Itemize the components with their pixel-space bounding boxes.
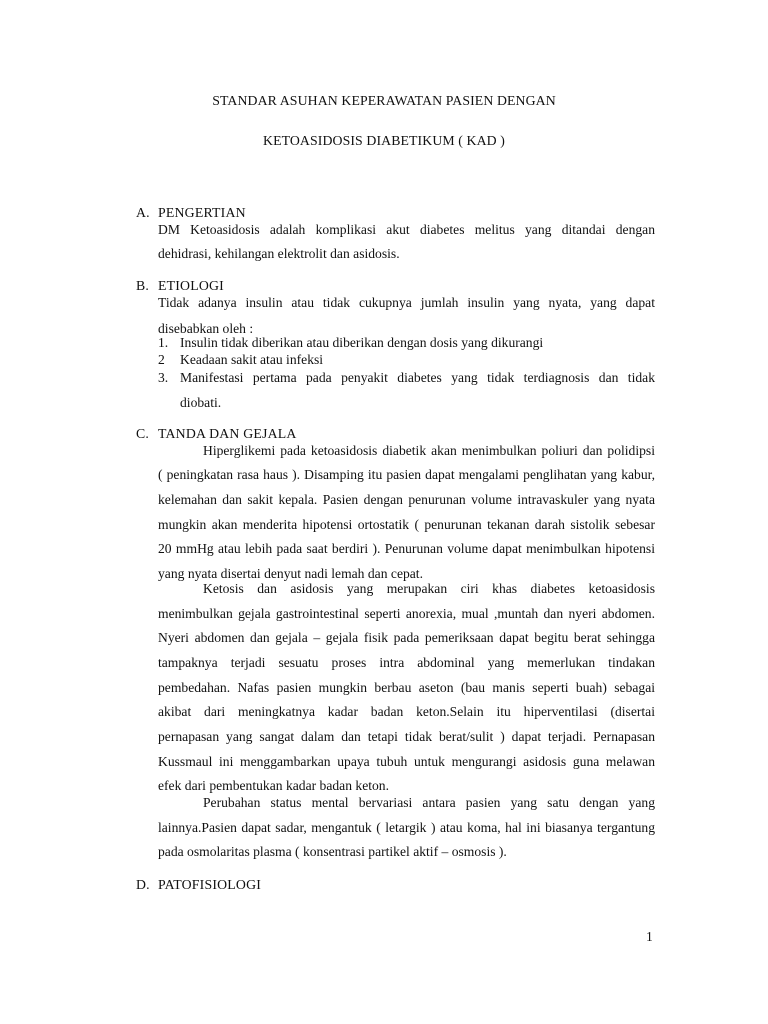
section-c-p2-line-9: efek dari pembentukan kadar badan keton. [158, 778, 389, 793]
section-c-p3-line-2: lainnya.Pasien dapat sadar, mengantuk ( letargik ) atau koma, hal ini biasanya tergantung [158, 820, 655, 835]
list-item-1-text: Insulin tidak diberikan atau diberikan dengan dosis yang dikurangi [180, 335, 544, 350]
section-c-p2-line-2: menimbulkan gejala gastrointestinal seperti anorexia, mual ,muntah dan nyeri abdomen. [158, 606, 655, 621]
document-title-line-2: KETOASIDOSIS DIABETIKUM ( KAD ) [263, 133, 505, 148]
section-c-p2-line-8: Kussmaul ini menggambarkan upaya tubuh untuk mengurangi asidosis guna melawan [158, 754, 655, 769]
document-title-line-1: STANDAR ASUHAN KEPERAWATAN PASIEN DENGAN [212, 93, 556, 108]
section-c-p2-line-5: pembedahan. Nafas pasien mungkin berbau aseton (bau manis seperti buah) sebagai [158, 680, 655, 695]
section-c-p2-line-1: Ketosis dan asidosis yang merupakan ciri khas diabetes ketoasidosis [203, 581, 655, 596]
section-c-p2-line-3: Nyeri abdomen dan gejala – gejala fisik pada pemeriksaan dapat begitu berat sehingga [158, 630, 655, 645]
section-a-line-1: DM Ketoasidosis adalah komplikasi akut diabetes melitus yang ditandai dengan [158, 222, 655, 237]
page-number: 1 [646, 929, 653, 944]
list-item-2-number: 2 [158, 352, 165, 367]
section-c-p1-line-1: Hiperglikemi pada ketoasidosis diabetik akan menimbulkan poliuri dan polidipsi [203, 443, 655, 458]
section-a-heading [136, 205, 246, 221]
section-c-p1-line-5: 20 mmHg atau lebih pada saat berdiri ). Penurunan volume dapat menimbulkan hipotensi [158, 541, 655, 556]
section-d-title: PATOFISIOLOGI [158, 877, 262, 892]
section-b-heading [136, 278, 224, 294]
list-item-2-text: Keadaan sakit atau infeksi [180, 352, 324, 367]
section-d-letter: D. [136, 877, 150, 892]
section-c-letter: C. [136, 426, 150, 441]
list-item-3-text: Manifestasi pertama pada penyakit diabetes yang tidak terdiagnosis dan tidak [180, 370, 655, 385]
section-c-p2-line-4: tampaknya terjadi sesuatu proses intra abdominal yang memerlukan tindakan [158, 655, 655, 670]
section-d-heading [136, 877, 261, 893]
section-c-heading [136, 426, 297, 442]
list-item-3-number: 3. [158, 370, 169, 385]
section-a-letter: A. [136, 205, 150, 220]
section-c-p1-line-4: mungkin akan menderita hipotensi ortostatik ( penurunan tekanan darah sistolik sebesar [158, 517, 655, 532]
section-c-p3-line-1: Perubahan status mental bervariasi antara pasien yang satu dengan yang [203, 795, 655, 810]
list-item-1-number: 1. [158, 335, 169, 350]
section-b-letter: B. [136, 278, 150, 293]
section-b-title: ETIOLOGI [158, 278, 224, 293]
section-c-p2-line-7: pernapasan yang sangat dalam dan tetapi tidak berat/sulit ) dapat terjadi. Pernapasan [158, 729, 655, 744]
section-b-line-1: Tidak adanya insulin atau tidak cukupnya jumlah insulin yang nyata, yang dapat [158, 295, 655, 310]
section-c-p3-line-3: pada osmolaritas plasma ( konsentrasi partikel aktif – osmosis ). [158, 844, 507, 859]
section-c-p1-line-3: kelemahan dan sakit kepala. Pasien dengan penurunan volume intravaskuler yang nyata [158, 492, 655, 507]
section-c-p2-line-6: akibat dari meningkatnya kadar badan keton.Selain itu hiperventilasi (disertai [158, 704, 655, 719]
section-c-title: TANDA DAN GEJALA [158, 426, 297, 441]
list-item-3-continuation: diobati. [180, 395, 222, 410]
section-c-p1-line-6: yang nyata disertai denyut nadi lemah dan cepat. [158, 566, 423, 581]
section-a-title: PENGERTIAN [158, 205, 246, 220]
section-b-line-2: disebabkan oleh : [158, 321, 254, 336]
section-c-p1-line-2: ( peningkatan rasa haus ). Disamping itu pasien dapat mengalami penglihatan yang kabur, [158, 467, 655, 482]
section-a-line-2: dehidrasi, kehilangan elektrolit dan asidosis. [158, 246, 400, 261]
